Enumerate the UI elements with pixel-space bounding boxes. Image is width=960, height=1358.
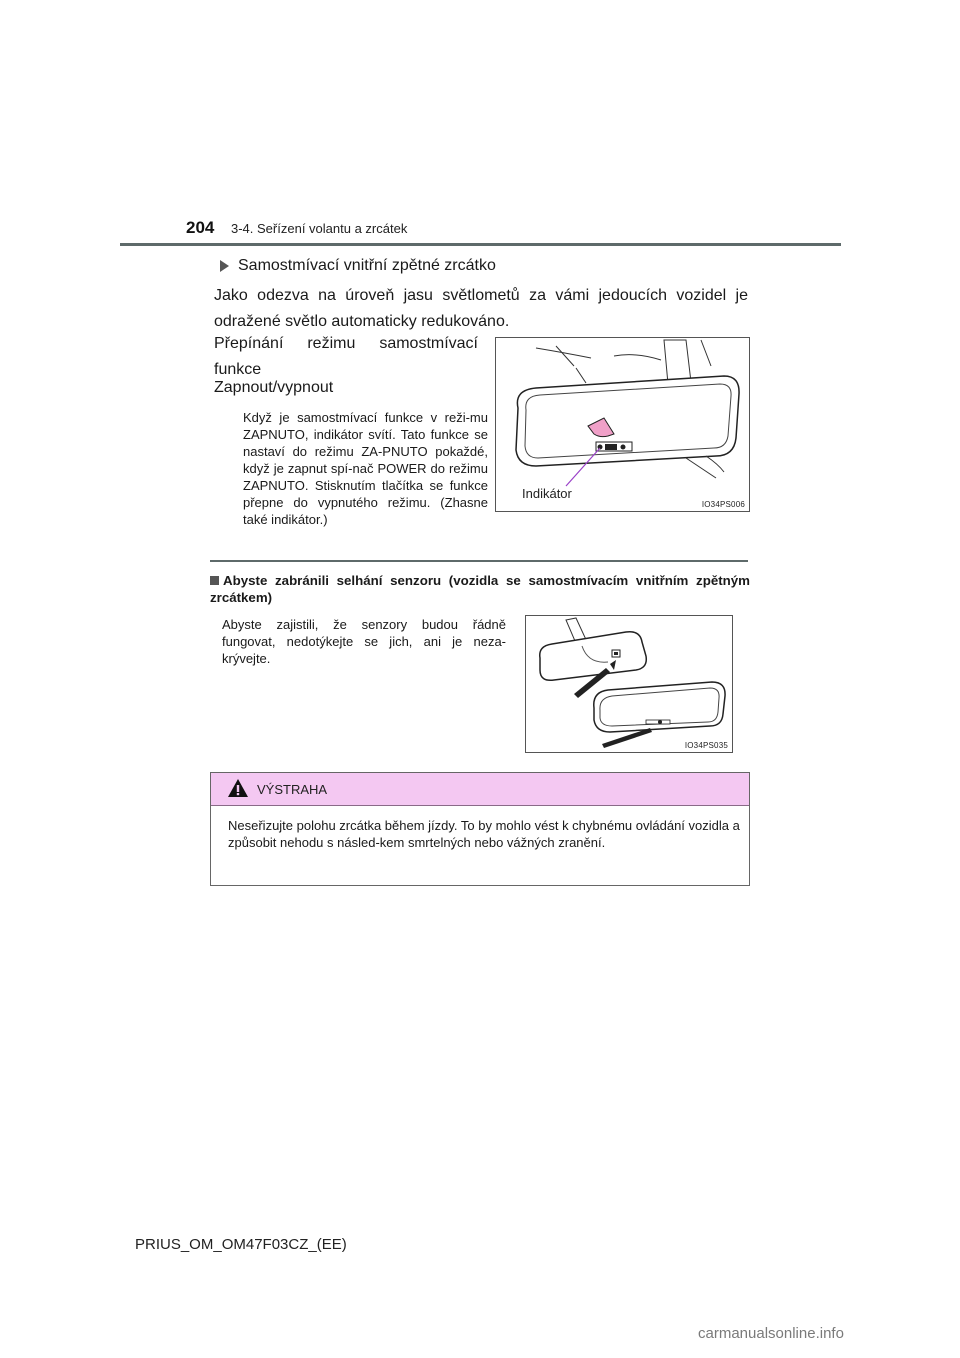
mirror-indicator-figure — [495, 337, 750, 512]
on-off-label: Zapnout/vypnout — [214, 379, 334, 396]
document-code: PRIUS_OM_OM47F03CZ_(EE) — [135, 1236, 347, 1253]
warning-box — [210, 772, 750, 886]
sensor-paragraph: Abyste zajistili, že senzory budou řádně fungovat, nedotýkejte se jich, ani je neza-krývejte. — [222, 617, 506, 666]
section-title: 3-4. Seřízení volantu a zrcátek — [231, 221, 408, 236]
page-number: 204 — [186, 218, 215, 237]
feature-heading — [220, 257, 496, 275]
sensor-section-title-text: Abyste zabránili selhání senzoru (vozidla se samostmívacím vnitřním zpětným zrcátkem) — [210, 573, 750, 605]
warning-text: Neseřizujte polohu zrcátka během jízdy. To by mohlo vést k chybnému ovládání vozidla a způsobit nehodu s násled-kem smrtelných nebo vážných zranění. — [228, 818, 740, 850]
square-bullet-icon — [210, 576, 219, 585]
mirror-sensors-figure — [525, 615, 733, 753]
header-rule — [120, 243, 841, 246]
mode-switch-label: Přepínání režimu samostmívací funkce — [214, 335, 478, 378]
warning-triangle-icon — [227, 778, 249, 798]
triangle-bullet-icon — [220, 260, 229, 272]
watermark: carmanualsonline.info — [698, 1325, 844, 1342]
feature-heading-text: Samostmívací vnitřní zpětné zrcátko — [238, 257, 496, 274]
mirror-sensors-illustration — [526, 616, 732, 752]
figure-code: IO34PS035 — [684, 741, 728, 750]
warning-title: VÝSTRAHA — [257, 782, 328, 797]
figure-code: IO34PS006 — [701, 500, 745, 509]
intro-paragraph: Jako odezva na úroveň jasu světlometů za vámi jedoucích vozidel je odražené světlo automaticky redukováno. — [214, 287, 748, 330]
indicator-note: Když je samostmívací funkce v reži-mu ZAPNUTO, indikátor svítí. Tato funkce se nastaví do režimu ZA-PNUTO pokaždé, když je zapnut spí-nač POWER do režimu ZAPNUTO. Stisknutím tlačítka se funkce přepne do vypnutého režimu. (Zhasne také indikátor.) — [243, 410, 488, 527]
warning-header — [211, 773, 749, 806]
section-divider — [210, 560, 748, 562]
indicator-label: Indikátor — [522, 486, 572, 501]
sensor-section-title — [210, 572, 750, 606]
